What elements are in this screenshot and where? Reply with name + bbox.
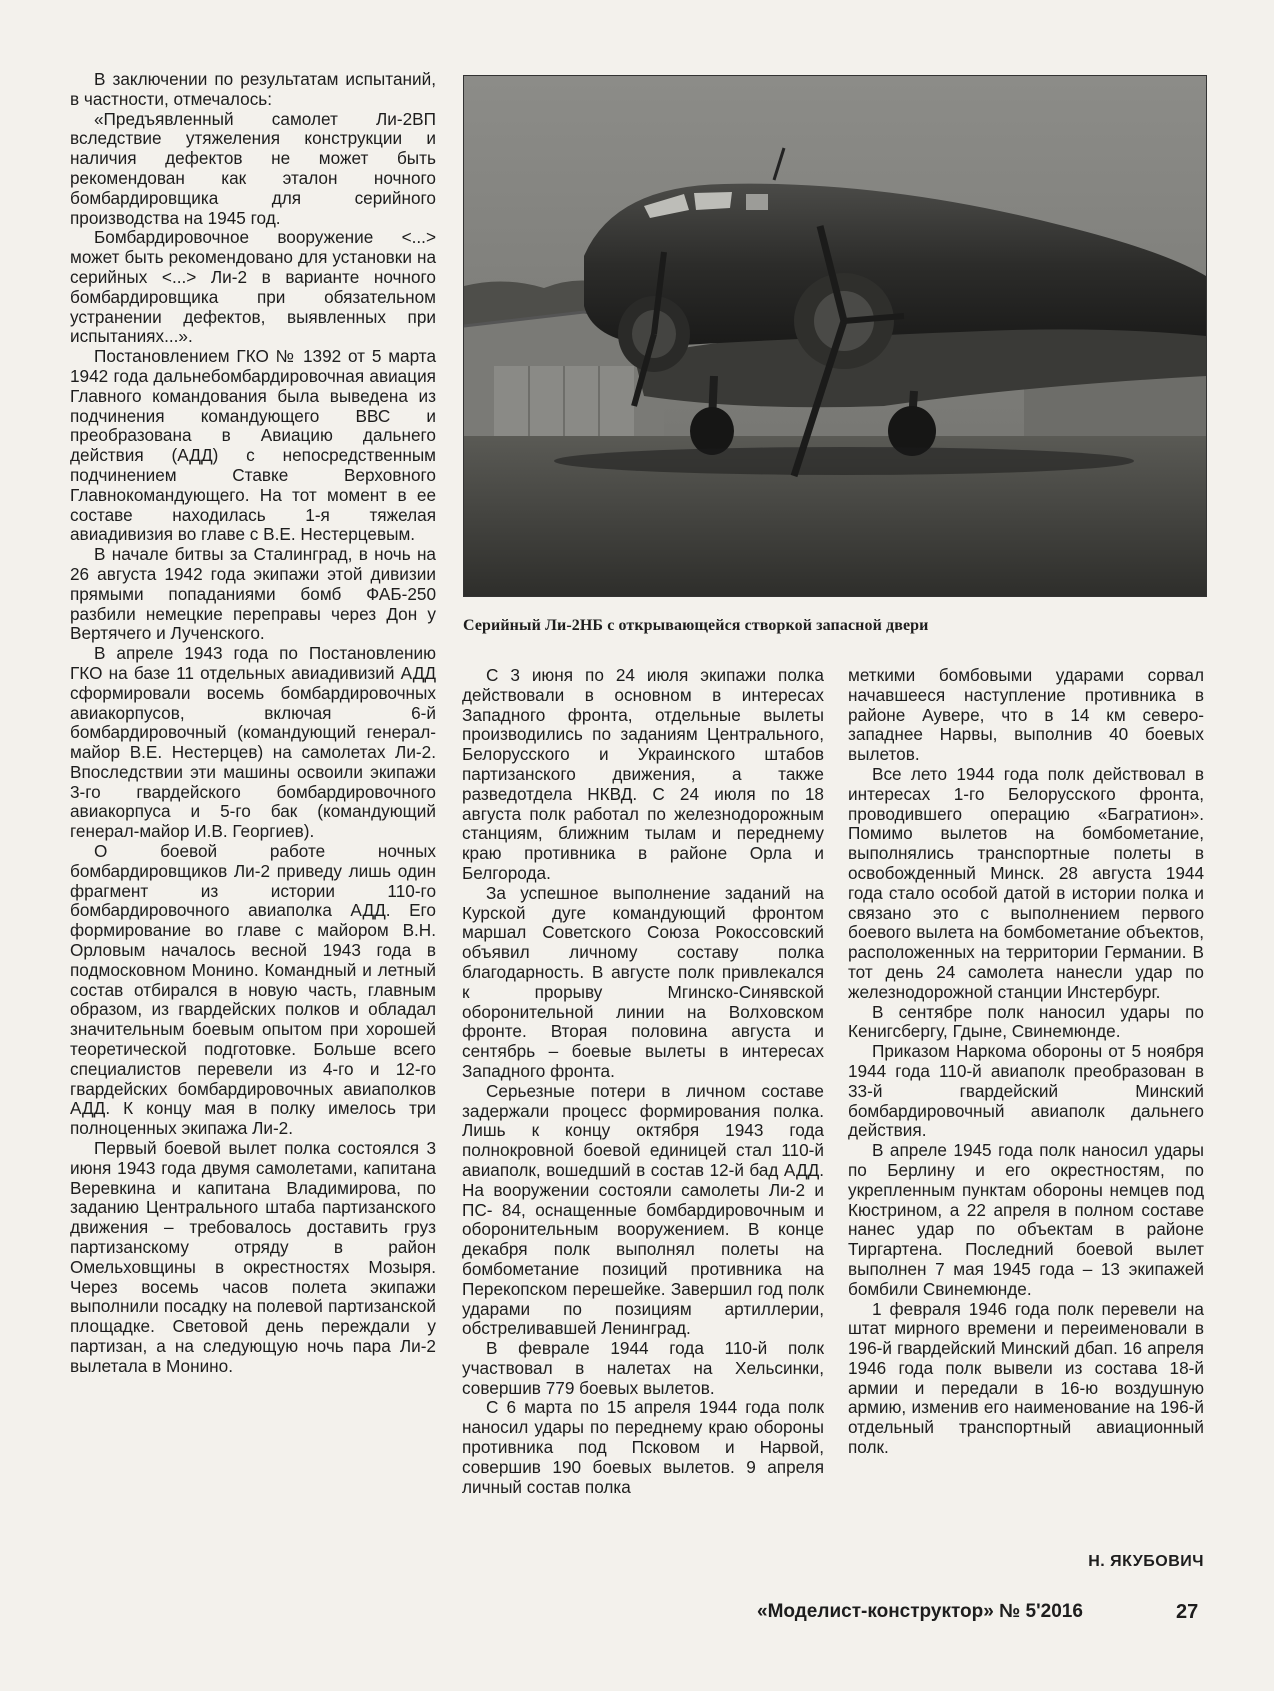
article-column-2 <box>462 666 824 1497</box>
paragraph: В сентябре полк наносил удары по Кенигсбергу, Гдыне, Свинемюнде. <box>848 1001 1204 1042</box>
article-column-3 <box>848 666 1204 1458</box>
paragraph: С 3 июня по 24 июля экипажи полка действовали в основном в интересах Западного фронта, отдельные вылеты производились по заданиям Центрального, Белорусского и Украинского штабов партизанского движения, а также разведотдела НКВД. С 24 июля по 18 августа полк работал по железнодорожным станциям, ближним тылам и переднему краю противника в районе Орла и Белгорода. <box>462 665 824 883</box>
magazine-footer: «Моделист-конструктор» № 5'2016 <box>757 1601 1083 1622</box>
paragraph: В заключении по результатам испытаний, в частности, отмечалось: <box>70 69 436 109</box>
paragraph: За успешное выполнение заданий на Курской дуге командующий фронтом маршал Советского Союза Рокоссовский объявил личному составу полка благодарность. В августе полк привлекался к прорыву Мгинско-Синявской оборонительной линии на Волховском фронте. Вторая половина августа и сентябрь – боевые вылеты в интересах Западного фронта. <box>462 882 824 1081</box>
aircraft-photo <box>463 75 1207 597</box>
paragraph: Приказом Наркома обороны от 5 ноября 1944 года 110-й авиаполк преобразован в 33-й гвардейский Минский бомбардировочный авиаполк дальнего действия. <box>848 1041 1204 1141</box>
paragraph: «Предъявленный самолет Ли-2ВП вследствие утяжеления конструкции и наличия дефектов не может быть рекомендован как эталон ночного бомбардировщика для серийного производства на 1945 год. <box>70 108 436 228</box>
paragraph: меткими бомбовыми ударами сорвал начавшееся наступление противника в районе Аувере, что в 14 км северо-западнее Нарвы, выполнив 40 боевых вылетов. <box>848 665 1204 765</box>
li-2-aircraft-illustration <box>464 76 1206 596</box>
paragraph: В апреле 1945 года полк наносил удары по Берлину и его окрестностям, по укрепленным пунктам обороны немцев под Кюстрином, а 22 апреля в полном составе нанес удар по объектам в районе Тиргартена. Последний боевой вылет выполнен 7 мая 1945 года – 13 экипажей бомбили Свинемюнде. <box>848 1140 1204 1299</box>
paragraph: Первый боевой вылет полка состоялся 3 июня 1943 года двумя самолетами, капитана Веревкина и капитана Владимирова, по заданию Центрального штаба партизанского движения – требовалось доставить груз партизанскому отряду в район Омельховщины в окрестностях Мозыря. Через восемь часов полета экипажи выполнили посадку на полевой партизанской площадке. Световой день переждали у партизан, а на следующую ночь пара Ли-2 вылетала в Монино. <box>70 1138 436 1376</box>
paragraph: В начале битвы за Сталинград, в ночь на 26 августа 1942 года экипажи этой дивизии прямыми попаданиями бомб ФАБ-250 разбили немецкие переправы через Дон у Вертячего и Лученского. <box>70 544 436 644</box>
paragraph: Все лето 1944 года полк действовал в интересах 1-го Белорусского фронта, проводившего операцию «Багратион». Помимо вылетов на бомбометание, выполнялись транспортные полеты в освобожденный Минск. 28 августа 1944 года стало особой датой в истории полка и связано это с выполнением первого боевого вылета на бомбометание объектов, расположенных на территории Германии. В тот день 24 самолета нанесли удар по железнодорожной станции Инстербург. <box>848 763 1204 1002</box>
paragraph: Постановлением ГКО № 1392 от 5 марта 1942 года дальнебомбардировочная авиация Главного командования была выведена из подчинения командующего ВВС и преобразована в Авиацию дальнего действия (АДД) с непосредственным подчинением Ставке Верховного Главнокомандующего. На тот момент в ее составе находилась 1-я тяжелая авиадивизия во главе с В.Е. Нестерцевым. <box>70 346 436 545</box>
paragraph: Серьезные потери в личном составе задержали процесс формирования полка. Лишь к концу октября 1943 года полнокровной боевой единицей стал 110-й авиаполк, вошедший в состав 12-й бад АДД. На вооружении состояли самолеты Ли-2 и ПС- 84, оснащенные бомбардировочным и оборонительным вооружением. В конце декабря полк выполнял полеты на бомбометание позиций противника на Перекопском перешейке. Завершил год полк ударами по позициям артиллерии, обстреливавшей Ленинград. <box>462 1080 824 1339</box>
paragraph: В апреле 1943 года по Постановлению ГКО на базе 11 отдельных авиадивизий АДД сформировали восемь бомбардировочных авиакорпусов, включая 6-й бомбардировочный (командующий генерал-майор В.Е. Нестерцев) на самолетах Ли-2. Впоследствии эти машины освоили экипажи 3-го гвардейского бомбардировочного авиакорпуса и 5-го бак (командующий генерал-майор И.В. Георгиев). <box>70 643 436 842</box>
author-signature: Н. ЯКУБОВИЧ <box>1088 1553 1204 1570</box>
paragraph: О боевой работе ночных бомбардировщиков Ли-2 приведу лишь один фрагмент из истории 110-го бомбардировочного авиаполка АДД. Его формирование во главе с майором В.Н. Орловым началось весной 1943 года в подмосковном Монино. Командный и летный состав отбирался в новую часть, главным образом, из гвардейских полков и обладал значительным боевым опытом при хорошей теоретической подготовке. Больше всего специалистов перевели из 4-го и 12-го гвардейских бомбардировочных авиаполков АДД. К концу мая в полку имелось три полноценных экипажа Ли-2. <box>70 841 436 1139</box>
photo-caption: Серийный Ли-2НБ с открывающейся створкой запасной двери <box>463 617 929 634</box>
page-number: 27 <box>1176 1601 1199 1623</box>
paragraph: С 6 марта по 15 апреля 1944 года полк наносил удары по переднему краю обороны противника под Псковом и Нарвой, совершив 190 боевых вылетов. 9 апреля личный состав полка <box>462 1397 824 1497</box>
article-column-1 <box>70 70 436 1377</box>
paragraph: 1 февраля 1946 года полк перевели на штат мирного времени и переименовали в 196-й гвардейский Минский дбап. 16 апреля 1946 года полк вывели из состава 18-й армии и передали в 16-ю воздушную армию, изменив его наименование на 196-й отдельный транспортный авиационный полк. <box>848 1298 1204 1458</box>
paragraph: В феврале 1944 года 110-й полк участвовал в налетах на Хельсинки, совершив 779 боевых вылетов. <box>462 1338 824 1398</box>
paragraph: Бомбардировочное вооружение <...> может быть рекомендовано для установки на серийных <...> Ли-2 в варианте ночного бомбардировщика при обязательном устранении дефектов, выявленных при испытаниях...». <box>70 227 436 347</box>
